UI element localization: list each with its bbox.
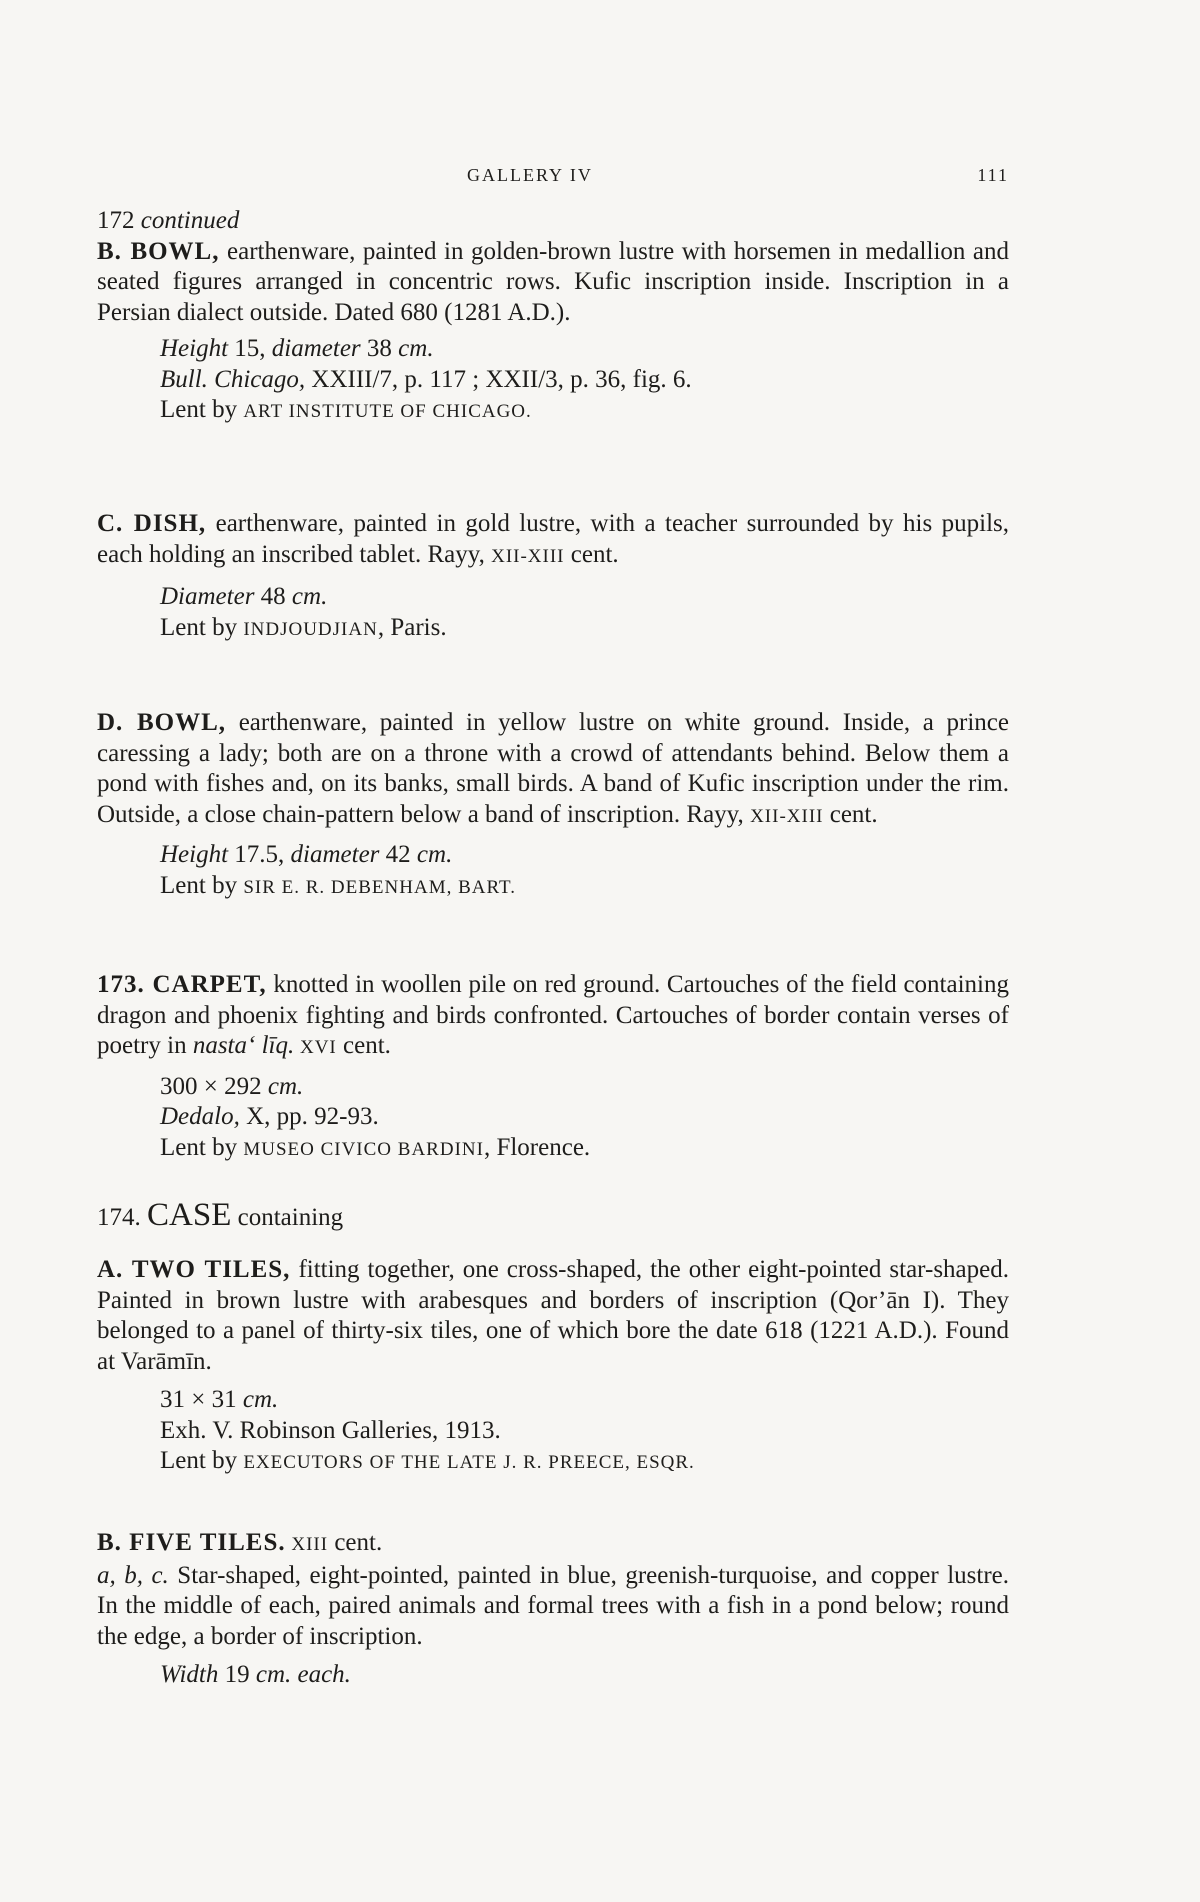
lender: Lent by MUSEO CIVICO BARDINI, Florence.	[160, 1133, 591, 1161]
entry-173	[97, 970, 1009, 1165]
item-description: a, b, c. Star-shaped, eight-pointed, painted in blue, greenish-turquoise, and copper lustre. In the middle of each, paired animals and formal trees with a fish in a pond below; round the edge, a border of inscription.	[97, 1561, 1009, 1650]
continued-label: continued	[140, 207, 240, 234]
item-label: B. BOWL,	[97, 237, 220, 265]
entry-172-b	[97, 206, 1009, 428]
item-label: B. FIVE TILES.	[97, 1529, 286, 1556]
lender: Lent by EXECUTORS OF THE LATE J. R. PREECE, ESQR.	[160, 1447, 695, 1474]
case-label: CASE	[147, 1197, 232, 1233]
item-meta	[97, 1385, 1009, 1479]
dimensions: Diameter 48 cm.	[160, 583, 328, 610]
item-label: A. TWO TILES,	[97, 1256, 291, 1283]
dimensions: 300 × 292 cm.	[160, 1072, 304, 1100]
entry-174-b	[97, 1528, 1009, 1691]
dimensions: Width 19 cm. each.	[160, 1661, 351, 1688]
entry-174-heading: 174. CASE containing	[97, 1197, 344, 1233]
running-header	[97, 154, 1009, 184]
lender: Lent by SIR E. R. DEBENHAM, BART.	[160, 871, 516, 899]
reference: Bull. Chicago, XXIII/7, p. 117 ; XXII/3, p. 36, fig. 6.	[160, 365, 692, 393]
item-meta	[97, 582, 1009, 645]
page-number: 111	[977, 165, 1009, 185]
reference: Exh. V. Robinson Galleries, 1913.	[160, 1416, 501, 1444]
reference: Dedalo, X, pp. 92-93.	[160, 1103, 379, 1130]
gallery-title: GALLERY IV	[467, 165, 593, 185]
continued-line	[97, 206, 1009, 237]
entry-172-d	[97, 708, 1009, 903]
dimensions: Height 17.5, diameter 42 cm.	[160, 841, 453, 868]
item-description: C. DISH, earthenware, painted in gold lustre, with a teacher surrounded by his pupils, each holding an inscribed tablet. Rayy, XII-XIII cent.	[97, 510, 1010, 568]
dimensions: Height 15, diameter 38 cm.	[160, 335, 434, 362]
item-meta	[97, 334, 1009, 428]
item-description: D. BOWL, earthenware, painted in yellow lustre on white ground. Inside, a prince caressing a lady; both are on a throne with a crowd of attendants behind. Below them a pond with fishes and, on its banks, small birds. A band of Kufic inscription under the rim. Outside, a close chain-pattern below a band of inscription. Rayy, XII-XIII cent.	[97, 709, 1009, 828]
entry-172-c	[97, 509, 1009, 645]
item-heading: B. FIVE TILES. XIII cent.	[97, 1529, 383, 1556]
item-description: A. TWO TILES, fitting together, one cross-shaped, the other eight-pointed star-shaped. Painted in brown lustre with arabesques and borders of inscription (Qor’ān I). They belonged to a panel of thirty-six tiles, one of which bore the date 618 (1221 A.D.). Found at Varāmīn.	[97, 1256, 1009, 1375]
item-meta	[97, 1072, 1009, 1166]
item-label: C. DISH,	[97, 510, 207, 537]
item-label: D. BOWL,	[97, 709, 227, 736]
entry-174-a	[97, 1255, 1009, 1479]
entry-number: 174.	[97, 1204, 141, 1231]
lender: Lent by ART INSTITUTE OF CHICAGO.	[160, 396, 532, 423]
item-label: 173. CARPET,	[97, 971, 267, 998]
item-meta	[97, 840, 1009, 903]
lender: Lent by INDJOUDJIAN, Paris.	[160, 613, 447, 641]
entry-number: 172	[97, 207, 135, 234]
item-meta	[97, 1660, 1009, 1691]
item-description: 173. CARPET, knotted in woollen pile on red ground. Cartouches of the field containing dragon and phoenix fighting and birds confronted. Cartouches of border contain verses of poetry in nasta‘ līq. XVI cent.	[97, 971, 1009, 1059]
item-description: B. BOWL, earthenware, painted in golden-brown lustre with horsemen in medallion and seated figures arranged in concentric rows. Kufic inscription inside. Inscription in a Persian dialect outside. Dated 680 (1281 A.D.).	[97, 237, 1009, 326]
dimensions: 31 × 31 cm.	[160, 1386, 279, 1413]
